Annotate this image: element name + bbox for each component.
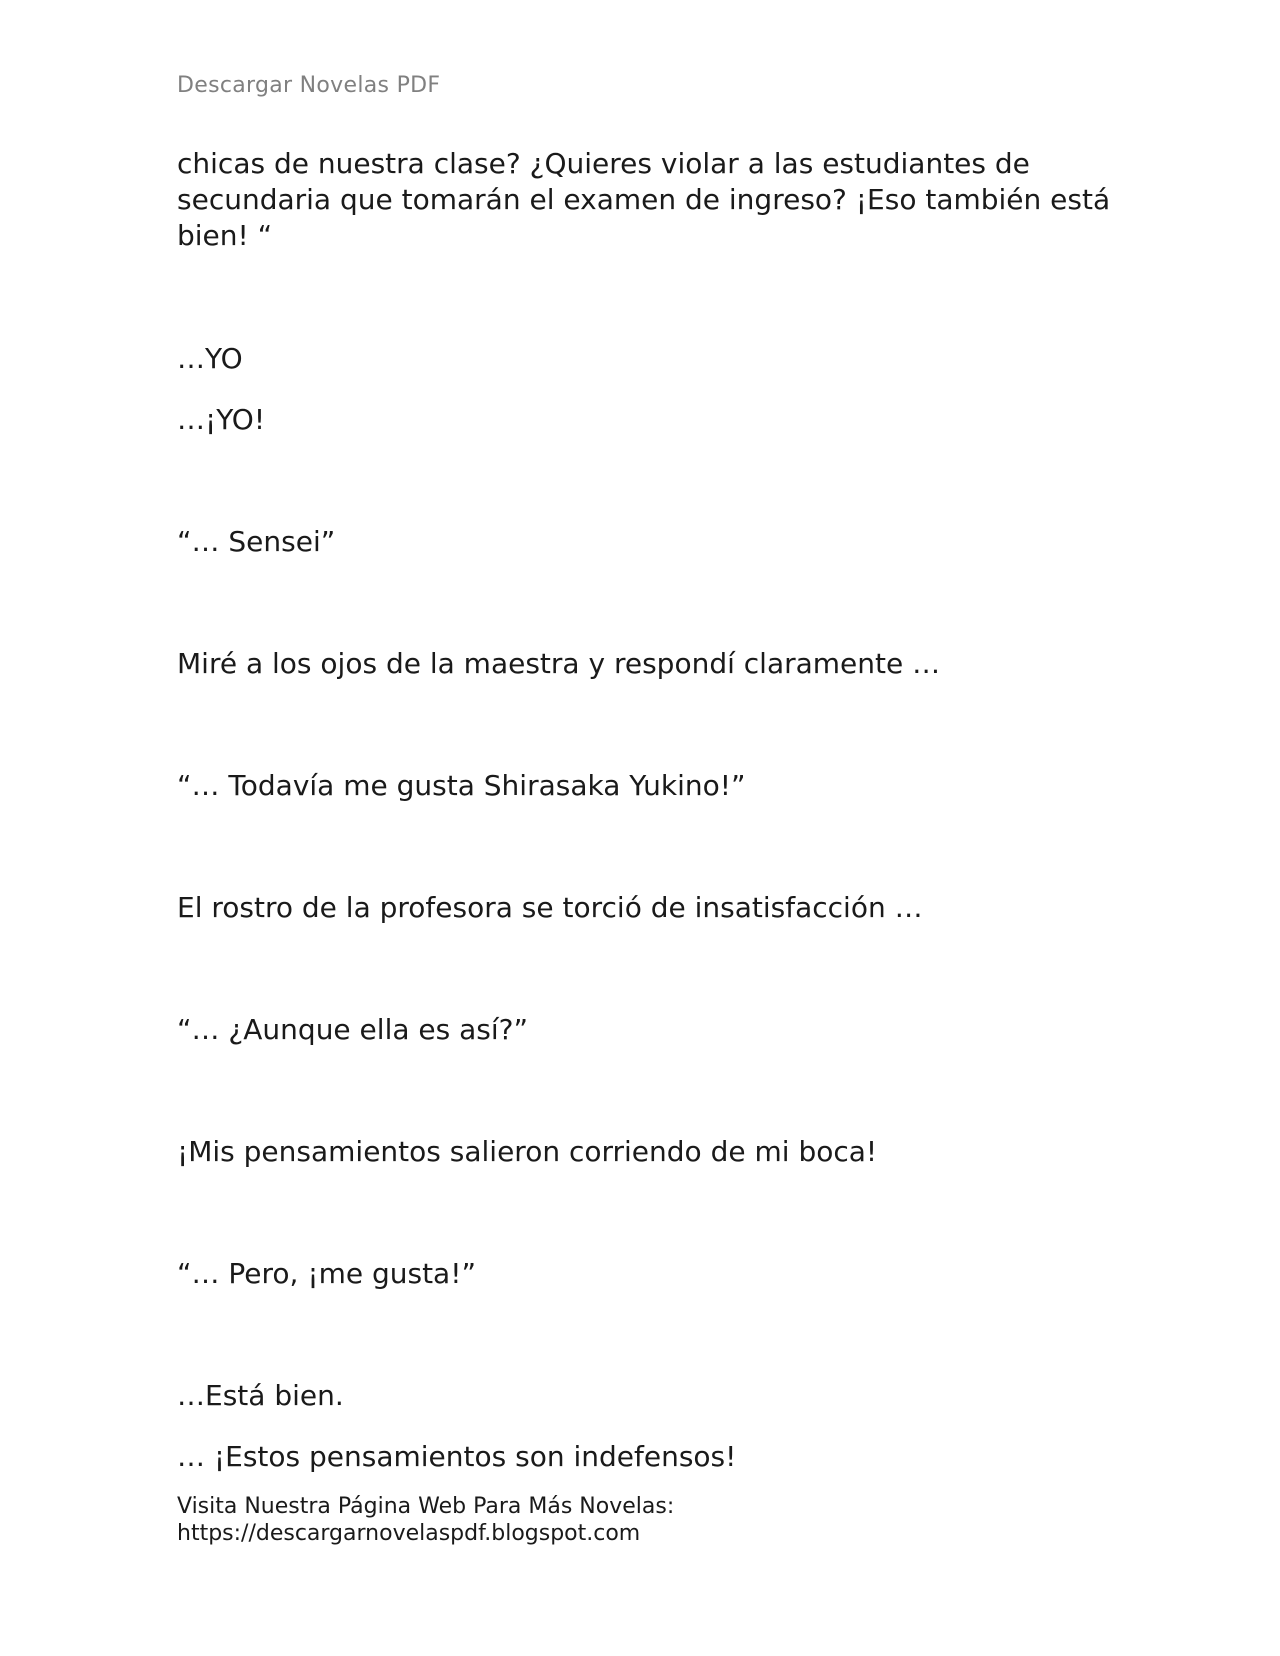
paragraph: chicas de nuestra clase? ¿Quieres violar a las estudiantes de secundaria que tomarán el examen de ingreso? ¡Eso también está bien! “ xyxy=(177,147,1111,252)
paragraph: El rostro de la profesora se torció de insatisfacción … xyxy=(177,891,923,924)
paragraph: …Está bien. xyxy=(177,1379,344,1412)
paragraph: Miré a los ojos de la maestra y respondí claramente … xyxy=(177,647,941,680)
paragraph: “… Pero, ¡me gusta!” xyxy=(177,1257,476,1290)
footer-promo-text: Visita Nuestra Página Web Para Más Novelas: xyxy=(177,1494,675,1519)
paragraph: “… Todavía me gusta Shirasaka Yukino!” xyxy=(177,769,746,802)
paragraph: “… ¿Aunque ella es así?” xyxy=(177,1013,529,1046)
footer-url-link[interactable]: https://descargarnovelaspdf.blogspot.com xyxy=(177,1521,641,1546)
paragraph: …¡YO! xyxy=(177,403,266,436)
paragraph: …YO xyxy=(177,342,243,375)
page-header: Descargar Novelas PDF xyxy=(177,73,441,98)
paragraph: ¡Mis pensamientos salieron corriendo de mi boca! xyxy=(177,1135,878,1168)
paragraph: … ¡Estos pensamientos son indefensos! xyxy=(177,1440,737,1473)
paragraph: “… Sensei” xyxy=(177,525,336,558)
page-footer xyxy=(177,1493,674,1547)
